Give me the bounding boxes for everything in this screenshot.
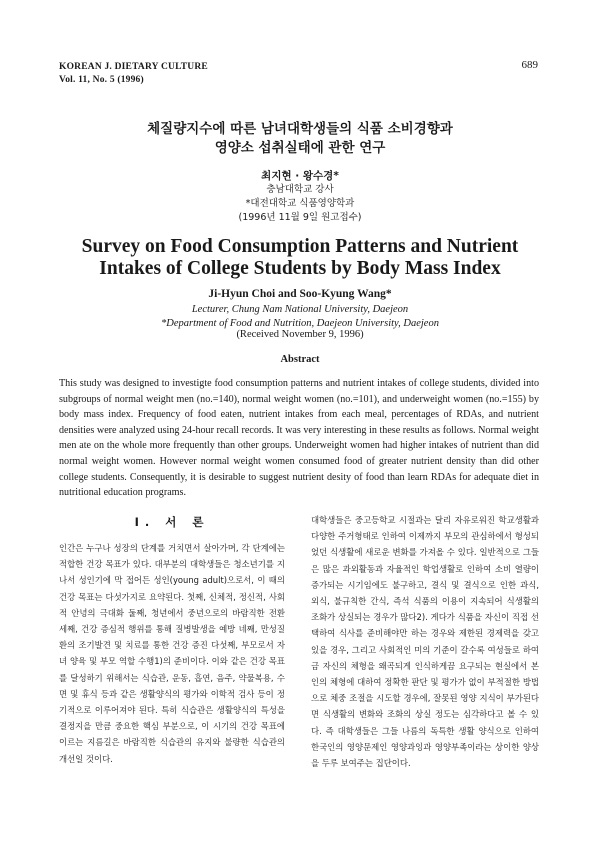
korean-received-date: (1996년 11월 9일 원고접수): [238, 212, 362, 223]
journal-name: KOREAN J. DIETARY CULTURE: [59, 62, 208, 72]
journal-header: [59, 61, 208, 87]
english-affiliation-2: *Department of Food and Nutrition, Daejeon University, Daejeon: [161, 318, 439, 329]
english-title-line-2: Intakes of College Students by Body Mass Index: [99, 258, 501, 279]
korean-title-line-1: 체질량지수에 따른 남녀대학생들의 식품 소비경향과: [147, 121, 453, 137]
english-authors: Ji-Hyun Choi and Soo-Kyung Wang*: [208, 288, 392, 300]
english-title-line-1: Survey on Food Consumption Patterns and Nutrient: [81, 236, 519, 257]
abstract-text: This study was designed to investigte food consumption patterns and nutrient intakes of college students, divided into subgroups of normal weight men (no.=140), normal weight women (no.=101), and underweight women (no.=155) by body mass index. Frequency of food eaten, nutrient intakes from each meal, percentages of RDAs, and nutrient densities were analyzed using 24-hour recall records. It was very interesting in these results as follows. Normal weight men ate on the whole more frequently than other groups. Underweight women had higher intakes of nutrient than did normal weight women. However normal weight women consumed food of greater nutrient density than did other college students. Consequently, it is desirable to suggest nutrient desity of food than learn RDAs for adequate diet in nutritional education programs.: [59, 378, 539, 499]
korean-affiliations: [0, 183, 600, 225]
journal-volume: Vol. 11, No. 5 (1996): [59, 75, 144, 85]
korean-affiliation-2: *대전대학교 식품영양학과: [245, 198, 355, 209]
english-affiliations: [0, 303, 600, 331]
section-heading-introduction: I. 서 론: [134, 515, 210, 529]
abstract-heading: Abstract: [280, 354, 320, 365]
english-title: [0, 236, 600, 280]
page-number: 689: [521, 59, 538, 71]
korean-authors: 최지현 · 왕수경*: [261, 170, 339, 182]
korean-title-line-2: 영양소 섭취실태에 관한 연구: [214, 140, 386, 156]
korean-affiliation-1: 충남대학교 강사: [266, 184, 334, 195]
left-column-text: 인간은 누구나 성장의 단계를 거치면서 살아가며, 각 단계에는 적합한 건강 목표가 있다. 대부분의 대학생들은 청소년기를 지나서 성인기에 막 접어든 성인(young adult)으로서, 이 때의 건강 목표는 다섯가지로 요약된다. 첫째, 신체적, 정신적, 사회적 안녕의 극대화 둘째, 청년에서 중년으로의 바람직한 전환 세째, 건강 증심적 행위를 통해 질병발생을 예방 네째, 만성질환의 조기발견 및 치료를 통한 건강 증진 다섯째, 부모로서 자녀 양육 및 부모 역할 수행1)의 준비이다. 이와 같은 건강 목표를 달성하기 위해서는 식습관, 운동, 흡연, 음주, 약물복용, 수면 및 휴식 등과 같은 생활양식의 평가와 이학적 검사 등이 정기적으로 이루어져야 된다. 특히 식습관은 생활양식의 특성을 결정지을 만큼 중요한 핵심 부분으로, 이 시기의 건강 목표에 이르는 지름길은 바람직한 식습관의 유지와 불량한 식습관의 개선일 것이다.: [59, 543, 285, 764]
english-affiliation-1: Lecturer, Chung Nam National University, Daejeon: [191, 304, 409, 315]
right-column-text: 대학생들은 중고등학교 시절과는 달리 자유로워진 학교생활과 다양한 주거형태로 인하여 이제까지 부모의 관심하에서 형성되었던 식생활에 새로운 변화를 가져올 수 있다. 일반적으로 그들은 많은 과외활동과 자율적인 학업생활로 인하여 소비 열량이 증가되는 시기임에도 불구하고, 결식 및 결식으로 인한 과식, 외식, 불규칙한 간식, 즉석 식품의 이용이 지속되어 식생활의 조화가 상실되는 경우가 많다2). 게다가 식품을 자신이 직접 선택하여 식사를 준비해야만 하는 경우와 제한된 경제력을 갖고 있을 경우, 그리고 사회적인 미의 기준이 갈수록 여성들로 하여금 자신의 체형을 왜곡되게 인식하게끔 요구되는 현실에서 본인의 체형에 대하여 정확한 판단 및 평가가 없이 부적절한 방법으로 체중 조절을 시도할 경우에, 잘못된 영양 지식이 부가된다면 식생활의 변화와 조화의 상실 정도는 심각하다고 볼 수 있다. 즉 대학생들은 그들 나름의 독특한 생활 양식으로 인하여 한국인의 영양문제인 영양과잉과 영양부족이라는 상이한 양상을 두루 보여주는 집단이다.: [311, 515, 539, 769]
english-received-date: (Received November 9, 1996): [236, 329, 364, 340]
korean-title: [0, 120, 600, 158]
